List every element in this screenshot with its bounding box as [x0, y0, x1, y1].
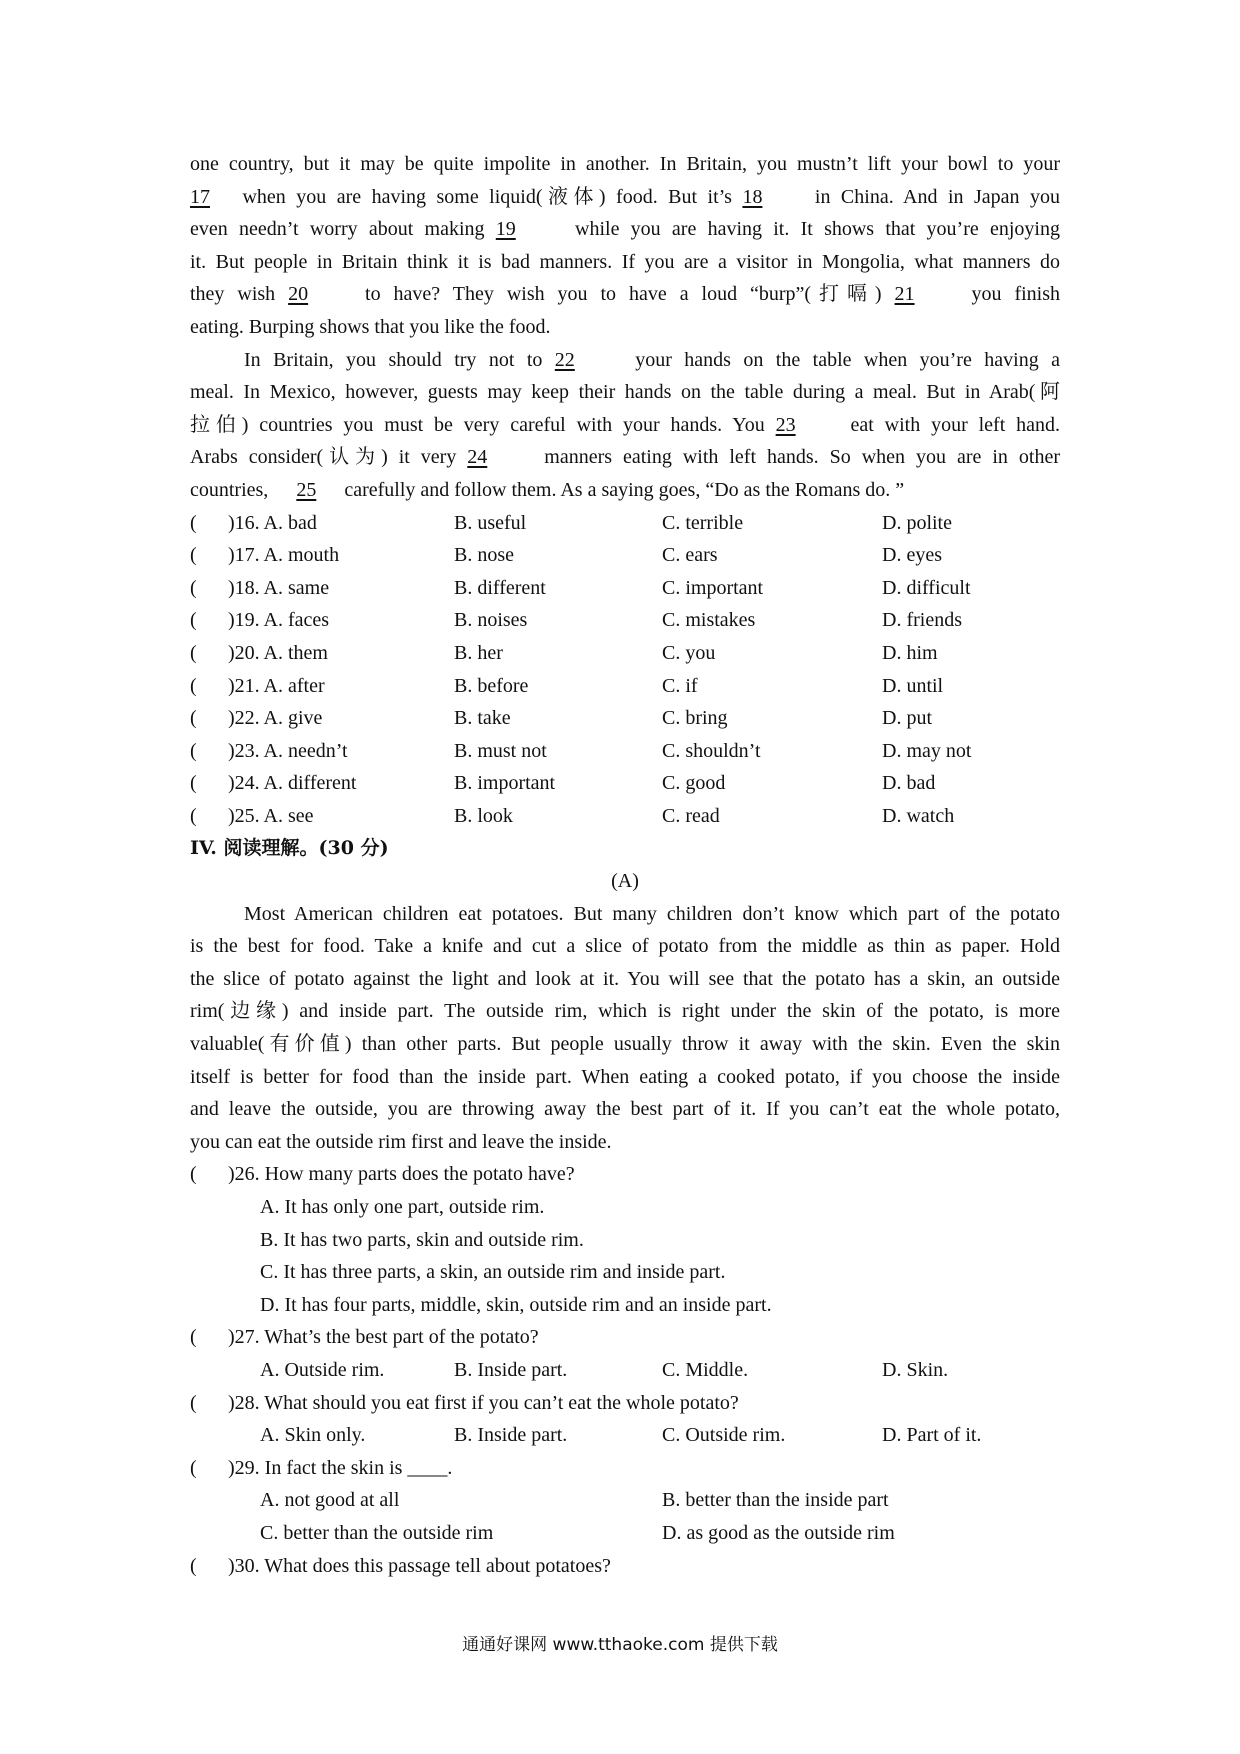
footer-credit: 通通好课网 www.tthaoke.com 提供下载: [462, 1635, 778, 1655]
blank-18: 18: [742, 185, 763, 208]
blank-20: 20: [288, 283, 309, 306]
option-d: D. until: [882, 674, 944, 697]
option-b: B. her: [454, 641, 503, 664]
passage-text: countries,: [190, 478, 274, 501]
question-27: [190, 1321, 1060, 1354]
passage-text: in China. And in Japan you: [804, 185, 1060, 208]
question-row: [190, 670, 1060, 703]
option-d: D. watch: [882, 804, 955, 827]
passage-text: one country, but it may be quite impolite in another. In Britain, you mustn’t lift your bowl to your: [190, 153, 1060, 175]
option-c: C. Middle.: [662, 1358, 749, 1381]
option-a: )22. A. give: [228, 707, 323, 730]
question-stem: )29. In fact the skin is ____.: [228, 1456, 453, 1479]
answer-paren[interactable]: (: [190, 1391, 197, 1414]
option-row: [190, 1191, 1060, 1224]
passage-line: [190, 181, 1060, 214]
question-stem: )27. What’s the best part of the potato?: [228, 1326, 539, 1349]
option-row: [190, 1517, 1060, 1550]
answer-paren[interactable]: (: [190, 609, 197, 632]
passage-line: is the best for food. Take a knife and cut a slice of potato from the middle as thin as paper. Hold: [190, 935, 1060, 958]
blank-17: 17: [190, 185, 210, 208]
option-c: C. read: [662, 804, 720, 827]
option-row: [190, 1289, 1060, 1322]
option-row: [190, 1419, 1060, 1452]
option-row: [190, 1484, 1060, 1517]
option-c: C. you: [662, 641, 716, 664]
blank-24: 24: [467, 446, 488, 469]
question-row: [190, 767, 1060, 800]
section-heading: IV. 阅读理解。(30 分): [190, 837, 389, 860]
option-c: C. if: [662, 674, 698, 697]
option-d: D. Part of it.: [882, 1424, 982, 1447]
passage-text: manners eating with left hands. So when you are in other: [533, 446, 1060, 469]
option-a: )18. A. same: [228, 576, 330, 599]
passage-text: meal. In Mexico, however, guests may keep their hands on the table during a meal. But in Arab(阿: [190, 381, 1060, 404]
option-b: B. look: [454, 804, 513, 827]
option-c: C. important: [662, 576, 764, 599]
passage-label: (A): [611, 870, 639, 893]
passage-line: [190, 409, 1060, 442]
answer-paren[interactable]: (: [190, 511, 197, 534]
option-d: D. as good as the outside rim: [662, 1521, 895, 1544]
option-c: C. shouldn’t: [662, 739, 761, 762]
passage-line: [190, 474, 1060, 507]
option-d: D. put: [882, 707, 932, 730]
passage-line: [190, 148, 1060, 181]
option-b: B. It has two parts, skin and outside rim.: [260, 1228, 584, 1251]
option-d: D. may not: [882, 739, 972, 762]
passage-text: when you are having some liquid(液体) food. But it’s: [232, 185, 743, 208]
option-b: B. before: [454, 674, 529, 697]
answer-paren[interactable]: (: [190, 804, 197, 827]
option-a: )19. A. faces: [228, 609, 330, 632]
question-stem: )26. How many parts does the potato have?: [228, 1163, 575, 1186]
passage-line: itself is better for food than the inside part. When eating a cooked potato, if you choose the inside: [190, 1065, 1060, 1088]
passage-line: and leave the outside, you are throwing away the best part of it. If you can’t eat the whole potato,: [190, 1098, 1060, 1121]
passage-line: [190, 311, 1060, 344]
answer-paren[interactable]: (: [190, 1554, 197, 1577]
question-row: [190, 637, 1060, 670]
option-b: B. Inside part.: [454, 1358, 568, 1381]
option-a: A. Outside rim.: [260, 1358, 385, 1381]
question-row: [190, 507, 1060, 540]
option-b: B. Inside part.: [454, 1424, 568, 1447]
option-row: [190, 1256, 1060, 1289]
option-b: B. nose: [454, 544, 514, 567]
option-d: D. him: [882, 641, 938, 664]
option-row: [190, 1224, 1060, 1257]
option-c: C. mistakes: [662, 609, 756, 632]
option-d: D. It has four parts, middle, skin, outside rim and an inside part.: [260, 1293, 772, 1316]
question-row: [190, 572, 1060, 605]
passage-text: even needn’t worry about making: [190, 218, 496, 241]
blank-21: 21: [894, 283, 915, 306]
passage-text: In Britain, you should try not to: [244, 348, 555, 371]
option-a: )24. A. different: [228, 772, 357, 795]
passage-text: eat with your left hand.: [839, 413, 1060, 436]
question-row: [190, 735, 1060, 768]
question-28: [190, 1387, 1060, 1420]
option-b: B. must not: [454, 739, 547, 762]
option-a: A. not good at all: [260, 1489, 400, 1512]
answer-paren[interactable]: (: [190, 1163, 197, 1186]
answer-paren[interactable]: (: [190, 674, 197, 697]
option-row: [190, 1354, 1060, 1387]
question-row: [190, 604, 1060, 637]
passage-text: to have? They wish you to have a loud “burp”(打嗝): [352, 283, 895, 306]
option-a: A. It has only one part, outside rim.: [260, 1196, 545, 1218]
passage-line: valuable(有价值) than other parts. But people usually throw it away with the skin. Even the skin: [190, 1033, 1060, 1056]
reading-questions: [190, 1158, 1060, 1582]
answer-paren[interactable]: (: [190, 576, 197, 599]
option-d: D. friends: [882, 609, 962, 632]
passage-line: [190, 441, 1060, 474]
question-row: [190, 702, 1060, 735]
option-b: B. take: [454, 707, 511, 730]
question-29: [190, 1452, 1060, 1485]
answer-paren[interactable]: (: [190, 772, 197, 795]
option-b: B. different: [454, 576, 546, 599]
passage-text: carefully and follow them. As a saying goes, “Do as the Romans do. ”: [339, 478, 905, 501]
question-stem: )28. What should you eat first if you can’t eat the whole potato?: [228, 1391, 739, 1414]
passage-line: [190, 278, 1060, 311]
cloze-questions: [190, 507, 1060, 833]
blank-23: 23: [775, 413, 796, 436]
option-d: D. Skin.: [882, 1358, 949, 1381]
question-30: [190, 1550, 1060, 1583]
option-c: C. ears: [662, 544, 718, 567]
passage-line: the slice of potato against the light and look at it. You will see that the potato has a skin, an outside: [190, 967, 1060, 990]
option-c: C. bring: [662, 707, 728, 730]
question-row: [190, 800, 1060, 833]
answer-paren[interactable]: (: [190, 544, 197, 567]
option-c: C. Outside rim.: [662, 1424, 786, 1447]
passage-text: eating. Burping shows that you like the food.: [190, 315, 551, 338]
option-a: )17. A. mouth: [228, 544, 340, 567]
passage-text: you finish: [958, 283, 1060, 306]
passage-line: you can eat the outside rim first and leave the inside.: [190, 1130, 612, 1153]
passage-line: rim(边缘) and inside part. The outside rim, which is right under the skin of the potato, is more: [190, 1000, 1060, 1023]
option-d: D. bad: [882, 772, 936, 795]
option-a: )16. A. bad: [228, 511, 317, 534]
option-d: D. polite: [882, 511, 952, 534]
option-b: B. useful: [454, 511, 527, 534]
reading-passage-a: [190, 898, 1060, 1159]
cloze-passage: [190, 148, 1060, 507]
option-a: )20. A. them: [228, 641, 328, 664]
passage-line: [190, 344, 1060, 377]
option-c: C. terrible: [662, 511, 744, 534]
question-row: [190, 539, 1060, 572]
option-a: )25. A. see: [228, 804, 314, 827]
option-b: B. important: [454, 772, 556, 795]
passage-line: [190, 376, 1060, 409]
answer-paren[interactable]: (: [190, 707, 197, 730]
blank-19: 19: [495, 218, 516, 241]
passage-text: 拉伯) countries you must be very careful with your hands. You: [190, 413, 776, 436]
passage-text: while you are having it. It shows that you’re enjoying: [563, 218, 1060, 241]
option-c: C. good: [662, 772, 726, 795]
answer-paren[interactable]: (: [190, 641, 197, 664]
option-a: )23. A. needn’t: [228, 739, 348, 762]
passage-text: it. But people in Britain think it is bad manners. If you are a visitor in Mongolia, what manners do: [190, 250, 1060, 273]
answer-paren[interactable]: (: [190, 1456, 197, 1479]
passage-text: your hands on the table when you’re having a: [622, 348, 1060, 371]
option-a: )21. A. after: [228, 674, 325, 697]
option-c: C. better than the outside rim: [260, 1521, 494, 1544]
answer-paren[interactable]: (: [190, 739, 197, 762]
option-d: D. difficult: [882, 576, 971, 599]
question-stem: )30. What does this passage tell about potatoes?: [228, 1554, 611, 1577]
question-26: [190, 1158, 1060, 1191]
option-d: D. eyes: [882, 544, 942, 567]
blank-25: 25: [296, 478, 317, 501]
blank-22: 22: [554, 348, 575, 371]
exam-page: [190, 148, 1060, 1582]
passage-line: Most American children eat potatoes. But many children don’t know which part of the potato: [244, 902, 1060, 925]
option-b: B. better than the inside part: [662, 1489, 889, 1512]
passage-text: Arabs consider(认为) it very: [190, 446, 468, 469]
passage-line: [190, 246, 1060, 279]
option-b: B. noises: [454, 609, 528, 632]
passage-text: they wish: [190, 283, 289, 306]
option-c: C. It has three parts, a skin, an outside rim and inside part.: [260, 1261, 726, 1284]
answer-paren[interactable]: (: [190, 1326, 197, 1349]
passage-line: [190, 213, 1060, 246]
option-a: A. Skin only.: [260, 1424, 366, 1447]
